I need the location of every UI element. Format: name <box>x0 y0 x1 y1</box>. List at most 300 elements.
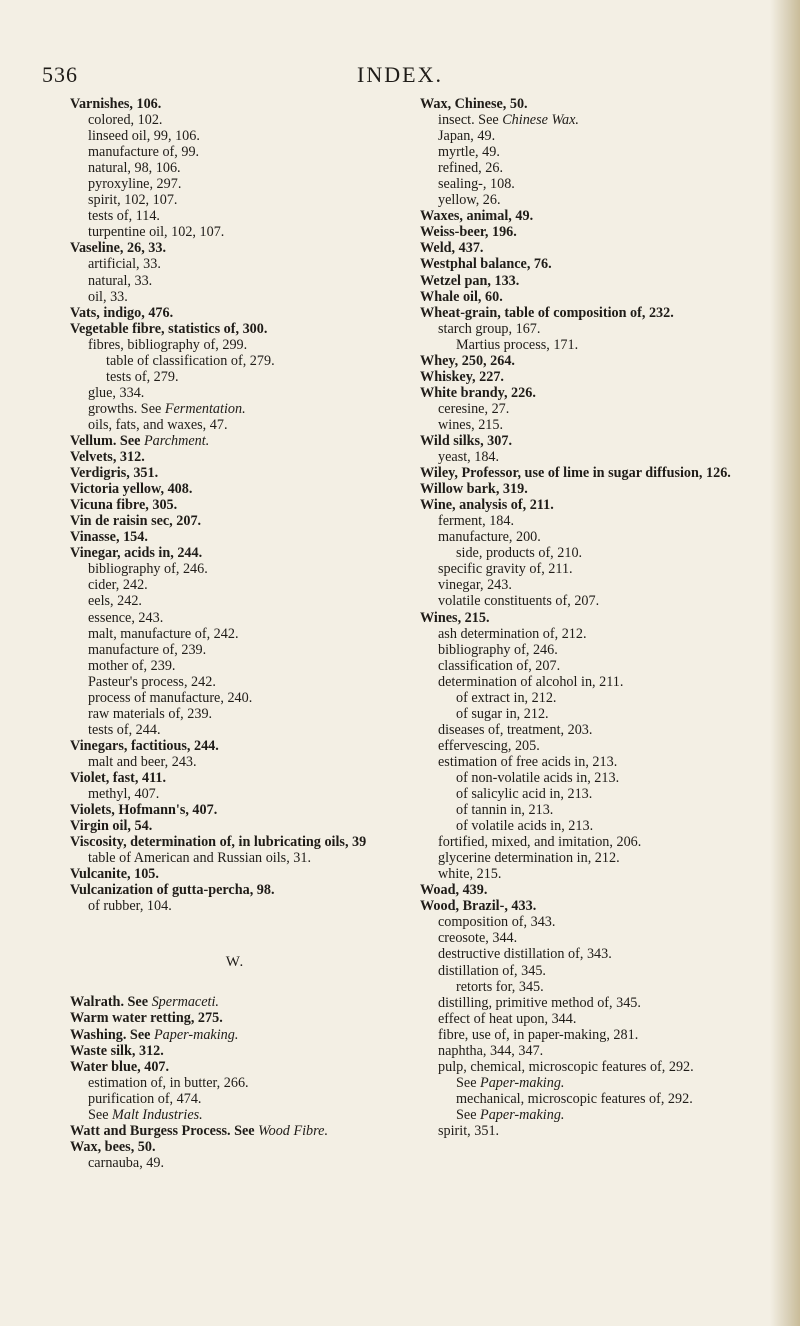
index-entry-text <box>438 321 540 337</box>
index-entry-text <box>420 224 517 240</box>
index-entry-text <box>70 1139 156 1155</box>
index-entry <box>70 369 400 385</box>
index-entry <box>70 1059 400 1075</box>
index-entry-cross-reference: Malt Industries. <box>112 1106 203 1123</box>
index-entry-text <box>456 786 592 802</box>
index-entry-label: spirit, 102, 107. <box>88 192 178 209</box>
index-entry-text <box>438 914 555 930</box>
index-entry <box>70 433 400 449</box>
index-entry-text <box>88 754 197 770</box>
index-entry <box>70 465 400 481</box>
index-entry-label: Vinasse, 154. <box>70 529 148 546</box>
index-entry-text <box>88 850 400 866</box>
index-entry-text <box>438 128 495 144</box>
index-entry-text <box>88 176 181 192</box>
index-entry <box>420 754 760 770</box>
index-entry-label: insect. See <box>438 112 503 129</box>
index-entry-text <box>70 449 145 465</box>
index-entry <box>70 754 400 770</box>
index-entry-label: Velvets, 312. <box>70 449 145 466</box>
index-entry <box>420 722 760 738</box>
index-entry-text <box>438 1043 543 1059</box>
index-entry <box>420 208 760 224</box>
index-entry-label: effect of heat upon, 344. <box>438 1010 577 1027</box>
index-entry-text <box>438 561 573 577</box>
index-entry <box>420 898 760 914</box>
index-entry-text <box>70 465 158 481</box>
index-entry-label: Vellum. See <box>70 432 144 449</box>
index-entry <box>70 529 400 545</box>
index-entry-text <box>438 946 612 962</box>
index-entry-text <box>70 802 217 818</box>
index-entry <box>70 658 400 674</box>
index-entry-text <box>88 786 159 802</box>
index-entry-text <box>438 160 503 176</box>
index-entry-text <box>70 513 201 529</box>
index-entry <box>420 96 760 112</box>
index-entry <box>70 593 400 609</box>
index-entry <box>420 337 760 353</box>
index-entry-text <box>70 818 152 834</box>
index-entry-text <box>420 610 490 626</box>
index-entry-text <box>438 401 509 417</box>
index-entry-label: malt, manufacture of, 242. <box>88 625 239 642</box>
index-entry-text <box>420 353 515 369</box>
index-entry <box>70 417 400 433</box>
index-entry-label: pyroxyline, 297. <box>88 176 182 193</box>
index-entry-label: Watt and Burgess Process. See <box>70 1122 259 1139</box>
index-entry-text <box>88 626 239 642</box>
index-entry <box>70 882 400 898</box>
index-entry <box>70 610 400 626</box>
index-entry-label: of non-volatile acids in, 213. <box>456 769 620 786</box>
index-entry-label: vinegar, 243. <box>438 577 512 594</box>
index-entry <box>420 979 760 995</box>
index-entry <box>70 561 400 577</box>
index-entry <box>420 401 760 417</box>
index-entry-text <box>456 818 593 834</box>
index-column-left <box>70 96 400 1171</box>
index-entry <box>70 1027 400 1043</box>
index-entry <box>70 176 400 192</box>
index-entry-label: Vulcanite, 105. <box>70 866 159 883</box>
index-entry-text <box>88 610 163 626</box>
index-entry <box>70 256 400 272</box>
index-entry <box>420 224 760 240</box>
index-entry-label: cider, 242. <box>88 577 148 594</box>
index-entry <box>420 433 760 449</box>
index-entry-text <box>88 401 246 417</box>
index-entry-label: spirit, 351. <box>438 1123 500 1139</box>
index-entry <box>420 834 760 850</box>
index-entry-text <box>420 433 512 449</box>
index-entry-text <box>88 1091 201 1107</box>
index-entry-text <box>420 256 552 272</box>
index-entry-label: glue, 334. <box>88 384 145 401</box>
index-entry-text <box>438 754 617 770</box>
index-entry <box>420 930 760 946</box>
index-entry <box>420 963 760 979</box>
index-entry-text <box>438 112 579 128</box>
index-entry-label: Wetzel pan, 133. <box>420 272 520 289</box>
index-entry-label: manufacture of, 239. <box>88 641 207 658</box>
index-entry-label: Woad, 439. <box>420 882 488 899</box>
index-entry <box>70 305 400 321</box>
index-entry-text <box>88 128 200 144</box>
index-entry-text <box>438 417 503 433</box>
index-entry-text <box>88 160 181 176</box>
index-entry-label: linseed oil, 99, 106. <box>88 128 200 145</box>
index-entry-text <box>88 273 152 289</box>
page-title: INDEX. <box>357 62 443 87</box>
index-entry-cross-reference: Chinese Wax. <box>502 112 579 129</box>
index-entry-label: manufacture, 200. <box>438 529 541 546</box>
index-entry-text <box>420 369 504 385</box>
index-entry-text <box>420 481 528 497</box>
index-entry-text <box>456 770 619 786</box>
page-number: 536 <box>42 62 78 87</box>
index-entry-label: Vegetable fibre, statistics of, 300. <box>70 320 268 337</box>
index-entry-text <box>456 690 556 706</box>
index-entry-text <box>456 802 553 818</box>
index-entry-label: estimation of, in butter, 266. <box>88 1074 249 1091</box>
index-entry <box>420 610 760 626</box>
index-entry-label: side, products of, 210. <box>456 545 583 562</box>
index-entry <box>420 1027 760 1043</box>
index-entry-label: myrtle, 49. <box>438 144 500 161</box>
index-entry-label: Vicuna fibre, 305. <box>70 497 178 514</box>
index-entry-label: pulp, chemical, microscopic features of, 292. <box>438 1058 694 1075</box>
index-entry <box>420 690 760 706</box>
index-entry-label: table of classification of, 279. <box>106 352 275 369</box>
index-entry-text <box>70 1027 238 1043</box>
index-entry-label: tests of, 114. <box>88 208 160 225</box>
index-entry-text <box>438 930 517 946</box>
index-entry <box>70 224 400 240</box>
index-entry <box>420 995 760 1011</box>
index-entry-text <box>88 577 148 593</box>
index-entry <box>420 914 760 930</box>
index-entry <box>420 770 760 786</box>
index-entry-text <box>438 658 560 674</box>
index-entry-label: classification of, 207. <box>438 657 561 674</box>
index-entry <box>70 1075 400 1091</box>
index-entry-label: distillation of, 345. <box>438 962 546 979</box>
index-entry-text <box>88 224 224 240</box>
index-entry-label: Whey, 250, 264. <box>420 352 515 369</box>
index-entry-label: Westphal balance, 76. <box>420 256 552 273</box>
index-entry-label: raw materials of, 239. <box>88 705 213 722</box>
index-entry <box>420 128 760 144</box>
index-entry-label: Wild silks, 307. <box>420 432 512 449</box>
index-entry-label: effervescing, 205. <box>438 737 540 754</box>
index-entry <box>70 850 400 866</box>
index-entry-label: Victoria yellow, 408. <box>70 481 193 498</box>
index-entry <box>420 305 760 321</box>
index-entry-label: Wiley, Professor, use of lime in sugar diffusion, 126. <box>420 465 731 482</box>
index-entry-text <box>88 706 212 722</box>
index-entry <box>70 208 400 224</box>
index-entry-label: Violets, Hofmann's, 407. <box>70 802 218 819</box>
index-entry-text <box>456 1075 564 1091</box>
index-entry-text <box>88 208 160 224</box>
index-entry <box>420 577 760 593</box>
index-entry-label: Willow bark, 319. <box>420 481 528 498</box>
index-entry-label: Washing. See <box>70 1026 154 1043</box>
index-entry-label: Wax, bees, 50. <box>70 1138 156 1155</box>
index-entry <box>420 385 760 401</box>
index-entry-label: Wheat-grain, table of composition of, 232. <box>420 304 674 321</box>
index-entry-text <box>88 337 247 353</box>
index-entry <box>420 1043 760 1059</box>
index-entry-text <box>70 994 219 1010</box>
index-entry-label: naphtha, 344, 347. <box>438 1042 544 1059</box>
index-entry-text <box>70 545 202 561</box>
index-entry-label: purification of, 474. <box>88 1090 202 1107</box>
index-entry <box>70 994 400 1010</box>
index-entry-label: White brandy, 226. <box>420 384 536 401</box>
index-entry <box>420 561 760 577</box>
index-entry-text <box>438 1059 760 1075</box>
index-entry-text <box>70 321 267 337</box>
index-entry-text <box>420 305 674 321</box>
index-entry <box>420 706 760 722</box>
index-entry-label: bibliography of, 246. <box>88 561 208 578</box>
index-entry <box>420 802 760 818</box>
index-entry <box>70 497 400 513</box>
index-entry-label: natural, 98, 106. <box>88 160 181 177</box>
index-entry-label: Japan, 49. <box>438 128 496 145</box>
index-entry-text <box>438 850 620 866</box>
index-entry-text <box>88 593 142 609</box>
index-entry <box>420 850 760 866</box>
index-entry-label: growths. See <box>88 400 165 417</box>
index-entry-label: fibre, use of, in paper-making, 281. <box>438 1026 639 1043</box>
index-entry-cross-reference: Fermentation. <box>164 400 246 417</box>
index-entry-text <box>438 513 514 529</box>
index-entry-label: mother of, 239. <box>88 657 176 674</box>
index-entry-label: See <box>456 1074 481 1091</box>
index-entry-text <box>70 481 192 497</box>
index-entry <box>70 481 400 497</box>
index-entry-text <box>438 176 515 192</box>
index-entry-label: Verdigris, 351. <box>70 465 159 482</box>
index-entry-label: determination of alcohol in, 211. <box>438 673 624 690</box>
index-entry-text <box>70 738 219 754</box>
index-entry-label: Wood, Brazil-, 433. <box>420 898 537 915</box>
index-entry-text <box>438 144 500 160</box>
index-entry-text <box>70 1123 328 1139</box>
index-entry-label: Wax, Chinese, 50. <box>420 96 528 112</box>
index-entry-text <box>420 273 519 289</box>
index-entry-text <box>438 674 623 690</box>
index-list-v <box>70 96 400 914</box>
index-entry <box>70 834 400 850</box>
index-entry-label: Violet, fast, 411. <box>70 769 167 786</box>
index-entry-label: bibliography of, 246. <box>438 641 558 658</box>
index-entry-label: Vulcanization of gutta-percha, 98. <box>70 882 275 899</box>
index-entry-text <box>420 465 760 481</box>
index-entry-text <box>420 497 554 513</box>
index-entry-text <box>70 305 173 321</box>
index-entry-label: eels, 242. <box>88 593 142 610</box>
index-entry-label: Vin de raisin sec, 207. <box>70 513 202 530</box>
index-entry <box>420 497 760 513</box>
index-entry-text <box>88 658 175 674</box>
index-entry-label: essence, 243. <box>88 609 164 626</box>
index-entry-text <box>438 529 541 545</box>
index-entry-label: starch group, 167. <box>438 320 541 337</box>
index-entry-text <box>420 208 533 224</box>
index-entry-label: sealing-, 108. <box>438 176 515 193</box>
index-entry-text <box>88 112 162 128</box>
index-entry-text <box>438 593 599 609</box>
index-entry <box>70 449 400 465</box>
index-entry <box>70 722 400 738</box>
index-entry-label: ash determination of, 212. <box>438 625 587 642</box>
index-entry <box>420 160 760 176</box>
index-entry-label: Martius process, 171. <box>456 336 579 353</box>
index-entry-text <box>456 1091 760 1107</box>
index-entry <box>420 545 760 561</box>
index-entry <box>420 1091 760 1107</box>
index-entry <box>70 273 400 289</box>
index-entry-label: glycerine determination in, 212. <box>438 850 620 867</box>
index-entry-label: manufacture of, 99. <box>88 144 200 161</box>
index-entry <box>420 593 760 609</box>
index-entry-text <box>420 96 528 112</box>
index-entry-label: Waste silk, 312. <box>70 1042 164 1059</box>
index-entry-text <box>70 433 209 449</box>
index-entry-text <box>420 385 536 401</box>
index-entry <box>70 144 400 160</box>
index-entry-label: wines, 215. <box>438 416 504 433</box>
index-entry <box>70 786 400 802</box>
index-entry <box>70 738 400 754</box>
index-entry <box>420 626 760 642</box>
index-entry <box>420 738 760 754</box>
index-entry <box>70 674 400 690</box>
index-entry-text <box>88 289 128 305</box>
index-entry-label: Pasteur's process, 242. <box>88 673 216 690</box>
index-entry <box>420 1059 760 1075</box>
index-entry <box>420 866 760 882</box>
index-entry-text <box>438 738 540 754</box>
index-entry <box>70 1139 400 1155</box>
index-entry-text <box>88 898 172 914</box>
index-entry-label: Wine, analysis of, 211. <box>420 497 554 514</box>
index-entry <box>420 1123 760 1139</box>
index-entry-cross-reference: Parchment. <box>143 432 210 449</box>
index-entry-label: malt and beer, 243. <box>88 753 197 770</box>
index-entry <box>420 882 760 898</box>
index-entry <box>70 866 400 882</box>
index-entry <box>420 513 760 529</box>
index-entry <box>70 289 400 305</box>
index-entry-label: See <box>88 1106 113 1123</box>
index-entry-text <box>106 353 275 369</box>
index-entry-text <box>70 882 275 898</box>
index-entry-label: oil, 33. <box>88 288 128 305</box>
index-entry <box>420 658 760 674</box>
index-entry <box>420 144 760 160</box>
index-entry-label: carnauba, 49. <box>88 1154 165 1171</box>
index-entry <box>70 690 400 706</box>
index-entry <box>420 449 760 465</box>
index-entry-text <box>438 192 501 208</box>
index-entry-text <box>70 834 400 850</box>
index-entry <box>420 192 760 208</box>
index-entry <box>420 417 760 433</box>
index-entry-text <box>70 497 177 513</box>
index-entry-cross-reference: Paper-making. <box>153 1026 239 1043</box>
index-entry-label: Vinegars, factitious, 244. <box>70 737 219 754</box>
index-entry-label: ceresine, 27. <box>438 400 510 417</box>
index-entry <box>70 898 400 914</box>
index-entry <box>70 513 400 529</box>
section-heading-w: W. <box>225 954 245 971</box>
index-column-right <box>420 96 760 1139</box>
index-entry-label: specific gravity of, 211. <box>438 561 573 578</box>
index-entry-label: Warm water retting, 275. <box>70 1010 223 1027</box>
index-entry-text <box>88 642 206 658</box>
index-entry-label: Waxes, animal, 49. <box>420 208 534 225</box>
index-entry-label: process of manufacture, 240. <box>88 689 253 706</box>
index-entry-label: fortified, mixed, and imitation, 206. <box>438 834 642 851</box>
index-entry <box>420 256 760 272</box>
index-entry-text <box>438 1123 499 1139</box>
index-entry-text <box>70 529 148 545</box>
index-entry-label: Whale oil, 60. <box>420 288 503 305</box>
index-entry-text <box>70 1043 164 1059</box>
index-entry-label: estimation of free acids in, 213. <box>438 753 618 770</box>
index-entry-text <box>70 1010 223 1026</box>
index-entry-label: artificial, 33. <box>88 256 161 273</box>
index-entry-text <box>456 979 544 995</box>
index-entry-label: composition of, 343. <box>438 914 556 931</box>
index-list-w-continued <box>420 96 760 1139</box>
index-entry-label: of extract in, 212. <box>456 689 557 706</box>
index-entry-label: oils, fats, and waxes, 47. <box>88 416 228 433</box>
index-entry-label: Weld, 437. <box>420 240 484 257</box>
index-entry <box>70 1107 400 1123</box>
index-entry <box>70 577 400 593</box>
index-entry-label: Vats, indigo, 476. <box>70 304 174 321</box>
index-entry-text <box>420 882 487 898</box>
index-entry <box>70 112 400 128</box>
index-entry-text <box>88 561 208 577</box>
index-entry <box>70 192 400 208</box>
index-entry-cross-reference: Spermaceti. <box>151 994 219 1011</box>
index-entry-label: Whiskey, 227. <box>420 368 504 385</box>
index-entry <box>70 642 400 658</box>
index-entry-text <box>438 995 641 1011</box>
index-entry <box>70 401 400 417</box>
index-entry-label: yeast, 184. <box>438 449 500 466</box>
index-entry-text <box>438 1027 638 1043</box>
index-entry <box>70 626 400 642</box>
index-entry-label: methyl, 407. <box>88 786 160 803</box>
index-entry <box>70 353 400 369</box>
index-entry-label: turpentine oil, 102, 107. <box>88 224 225 241</box>
index-entry-label: Walrath. See <box>70 994 152 1011</box>
index-entry-label: volatile constituents of, 207. <box>438 593 600 610</box>
index-entry-label: white, 215. <box>438 866 502 883</box>
index-entry <box>420 273 760 289</box>
index-entry-text <box>420 898 536 914</box>
index-entry-label: Weiss-beer, 196. <box>420 224 517 241</box>
index-entry <box>70 96 400 112</box>
